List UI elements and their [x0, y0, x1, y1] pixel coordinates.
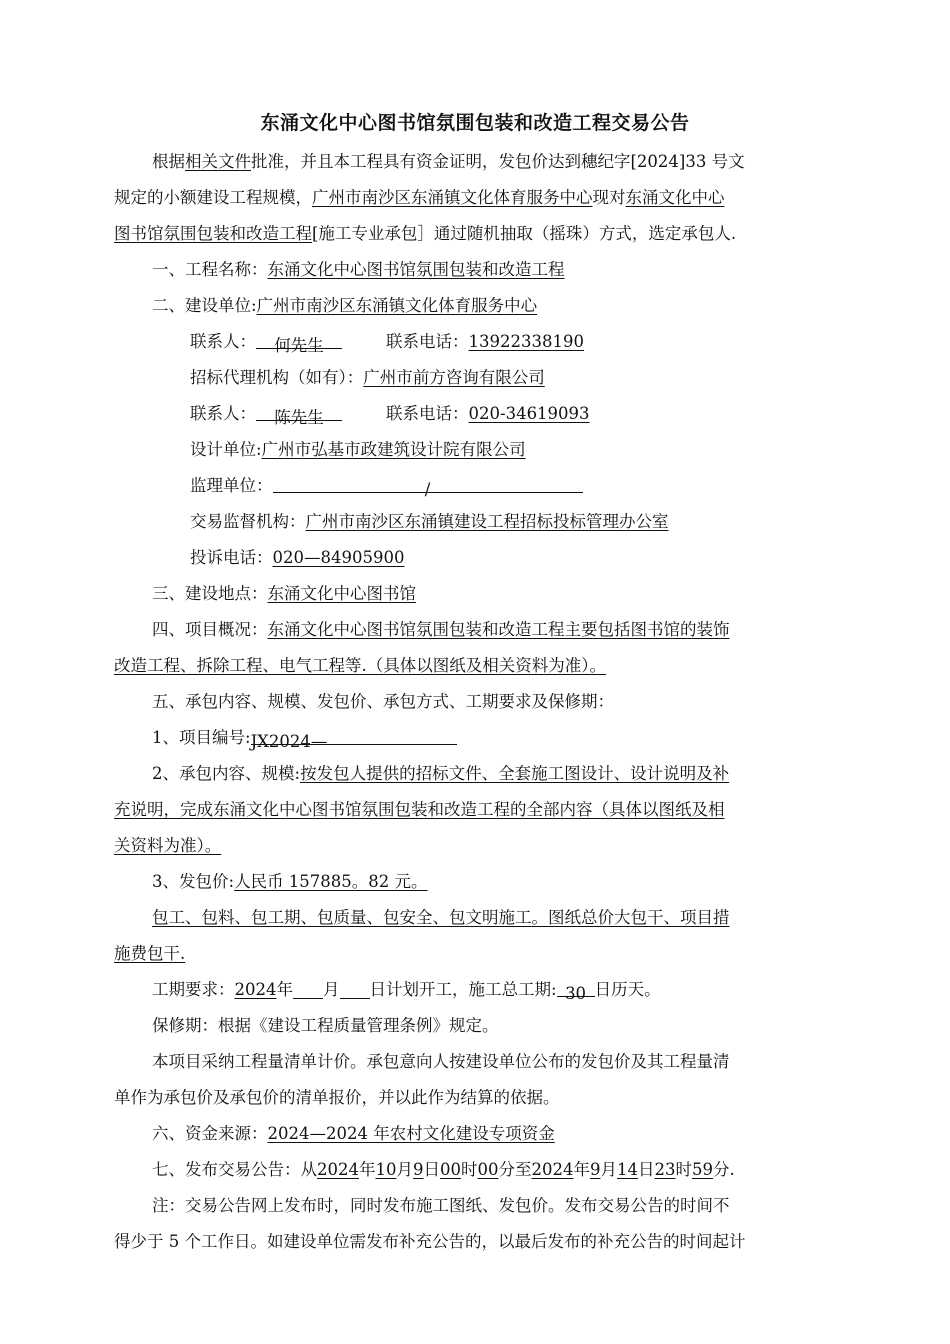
warranty-line: 保修期：根据《建设工程质量管理条例》规定。 [152, 1016, 499, 1035]
period-month-blank [293, 978, 323, 999]
item-2-scope-line-1: 2、承包内容、规模:按发包人提供的招标文件、全套施工图设计、设计说明及补 [152, 764, 730, 783]
price-value: 人民币 157885。82 元。 [234, 872, 428, 891]
start-year: 2024 [317, 1160, 359, 1179]
intro-line-1: 根据相关文件批准，并且本工程具有资金证明，发包价达到穗纪字[2024]33 号文 [152, 152, 745, 171]
period-days-field: 30 [557, 976, 595, 997]
contract-mode-text-2: 施费包干. [114, 944, 186, 963]
document-title: 东涌文化中心图书馆氛围包装和改造工程交易公告 [260, 112, 690, 134]
period-line: 工期要求：2024年 月 日计划开工，施工总工期: 30 日历天。 [152, 972, 882, 1008]
owner-value: 广州市南沙区东涌镇文化体育服务中心 [256, 296, 538, 315]
end-hour: 23 [654, 1160, 676, 1179]
start-minute: 00 [477, 1160, 499, 1179]
start-hour: 00 [440, 1160, 461, 1179]
overview-text-2: 改造工程、拆除工程、电气工程等.（具体以图纸及相关资料为准）。 [114, 656, 606, 675]
item-3-price: 3、发包价:人民币 157885。82 元。 [152, 872, 428, 891]
section-4-overview-line-2 [114, 648, 844, 684]
related-docs-link-text: 相关文件 [185, 152, 251, 171]
complaint-line: 投诉电话：020—84905900 [190, 548, 405, 567]
supervisor-field: / [273, 472, 583, 493]
note-line-1: 注：交易公告网上发布时，同时发布施工图纸、发包价。发布交易公告的时间不 [152, 1196, 730, 1215]
end-day: 14 [617, 1160, 638, 1179]
section-3-location: 三、建设地点：东涌文化中心图书馆 [152, 584, 416, 603]
start-day: 9 [413, 1160, 424, 1179]
owner-name: 广州市南沙区东涌镇文化体育服务中心 [312, 188, 593, 207]
end-minute: 59 [692, 1160, 713, 1179]
intro-line-2: 规定的小额建设工程规模，广州市南沙区东涌镇文化体育服务中心现对东涌文化中心 [114, 188, 725, 207]
scope-text-2: 充说明，完成东涌文化中心图书馆氛围包装和改造工程的全部内容（具体以图纸及相 [114, 800, 725, 819]
overview-text-1: 东涌文化中心图书馆氛围包装和改造工程主要包括图书馆的装饰 [267, 620, 730, 639]
project-number-field: JX2024— [251, 724, 457, 745]
project-name-part-1: 东涌文化中心 [625, 188, 725, 207]
supervisor-line: 监理单位： / [190, 468, 920, 504]
item-2-scope-line-3 [114, 828, 844, 864]
owner-contact-field: 何先生 [256, 328, 342, 349]
contract-mode-line-1 [152, 900, 882, 936]
oversight-line: 交易监督机构：广州市南沙区东涌镇建设工程招标投标管理办公室 [190, 512, 669, 531]
section-5-heading: 五、承包内容、规模、发包价、承包方式、工期要求及保修期： [152, 692, 614, 711]
scope-text-3: 关资料为准）。 [114, 836, 222, 855]
project-name-part-2: 图书馆氛围包装和改造工程 [114, 224, 312, 243]
item-1-project-number: 1、项目编号:JX2024— [152, 720, 882, 756]
oversight-agency: 广州市南沙区东涌镇建设工程招标投标管理办公室 [305, 512, 669, 531]
funding-value: 2024—2024 年农村文化建设专项资金 [267, 1124, 555, 1143]
item-2-scope-line-2 [114, 792, 844, 828]
contract-mode-text-1: 包工、包料、包工期、包质量、包安全、包文明施工。图纸总价大包干、项目措 [152, 908, 730, 927]
scope-text-1: 按发包人提供的招标文件、全套施工图设计、设计说明及补 [300, 764, 730, 783]
start-month: 10 [375, 1160, 397, 1179]
section-1-project-name: 一、工程名称：东涌文化中心图书馆氛围包装和改造工程 [152, 260, 565, 279]
pricing-line-2: 单作为承包价及承包价的清单报价，并以此作为结算的依据。 [114, 1088, 560, 1107]
end-month: 9 [590, 1160, 601, 1179]
agency-name: 广州市前方咨询有限公司 [363, 368, 545, 387]
period-year: 2024 [234, 980, 277, 999]
owner-phone: 13922338190 [468, 332, 584, 351]
complaint-phone: 020—84905900 [272, 548, 405, 567]
contract-mode-line-2 [114, 936, 844, 972]
design-unit-line: 设计单位:广州市弘基市政建筑设计院有限公司 [190, 440, 526, 459]
pricing-line-1: 本项目采纳工程量清单计价。承包意向人按建设单位公布的发包价及其工程量清 [152, 1052, 730, 1071]
project-name-value: 东涌文化中心图书馆氛围包装和改造工程 [267, 260, 565, 279]
agency-phone: 020-34619093 [468, 404, 590, 423]
end-year: 2024 [531, 1160, 574, 1179]
location-value: 东涌文化中心图书馆 [267, 584, 416, 603]
section-6-funding: 六、资金来源：2024—2024 年农村文化建设专项资金 [152, 1124, 555, 1143]
owner-contact-line: 联系人： 何先生 联系电话：13922338190 [190, 324, 920, 360]
agency-contact-field: 陈先生 [256, 400, 342, 421]
agency-contact-line: 联系人： 陈先生 联系电话：020-34619093 [190, 396, 920, 432]
note-line-2: 得少于 5 个工作日。如建设单位需发布补充公告的，以最后发布的补充公告的时间起计 [114, 1232, 746, 1251]
design-unit-name: 广州市弘基市政建筑设计院有限公司 [261, 440, 526, 459]
intro-line-3: 图书馆氛围包装和改造工程[施工专业承包］通过随机抽取（摇珠）方式，选定承包人. [114, 224, 737, 243]
section-4-overview-line-1: 四、项目概况：东涌文化中心图书馆氛围包装和改造工程主要包括图书馆的装饰 [152, 620, 730, 639]
section-7-publication: 七、发布交易公告：从2024年10月9日00时00分至2024年9月14日23时59分. [152, 1160, 735, 1179]
section-2-owner: 二、建设单位:广州市南沙区东涌镇文化体育服务中心 [152, 296, 538, 315]
period-day-blank [340, 978, 370, 999]
agency-line: 招标代理机构（如有）：广州市前方咨询有限公司 [190, 368, 545, 387]
